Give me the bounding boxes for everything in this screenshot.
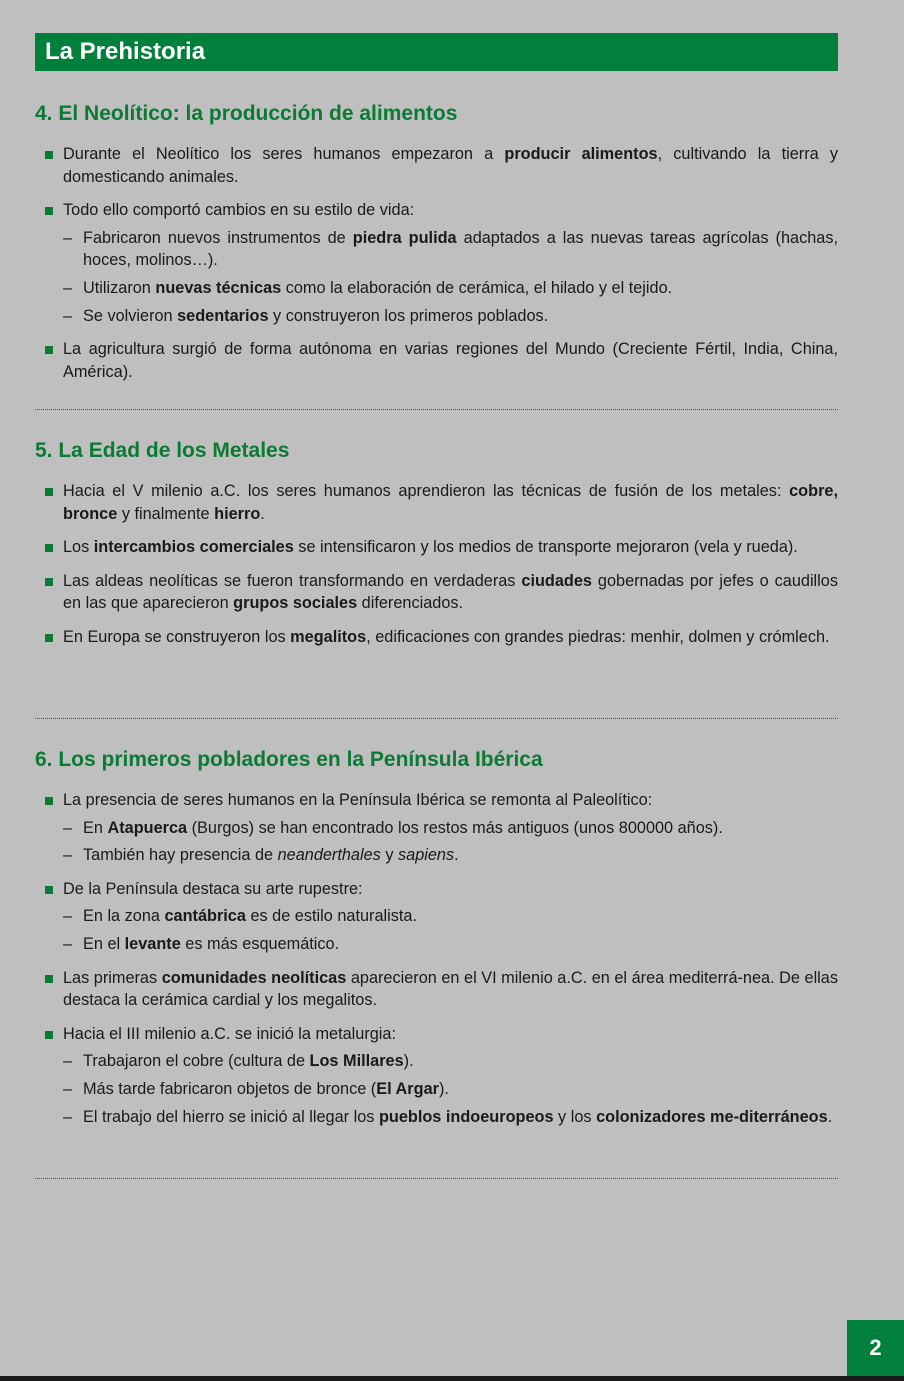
- text-segment: Hacia el III milenio a.C. se inició la metalurgia:: [63, 1024, 397, 1043]
- dash-bullet-icon: –: [63, 1052, 73, 1071]
- bold-text: grupos sociales: [233, 594, 358, 613]
- sub-item: [35, 277, 838, 300]
- section-title-peninsula: 6. Los primeros pobladores en la Península Ibérica: [35, 748, 543, 771]
- header-bar: [35, 33, 838, 71]
- square-bullet-icon: [45, 797, 53, 805]
- text-segment: Utilizaron: [83, 278, 156, 297]
- text-segment: , cultivando la tierra y domesticando animales.: [63, 145, 838, 186]
- text-segment: es más esquemático.: [180, 934, 340, 953]
- section-divider: [35, 718, 838, 719]
- text-segment: se intensificaron y los medios de transporte mejoraron (vela y rueda).: [293, 538, 798, 557]
- text-segment: Hacia el V milenio a.C. los seres humanos aprendieron las técnicas de fusión de los metales:: [63, 482, 790, 500]
- bold-text: producir alimentos: [504, 145, 658, 163]
- square-bullet-icon: [45, 634, 53, 642]
- sub-item: [35, 1050, 838, 1073]
- text-segment: como la elaboración de cerámica, el hilado y el tejido.: [281, 278, 673, 297]
- text-segment: ).: [438, 1079, 449, 1098]
- dash-bullet-icon: –: [63, 818, 73, 837]
- bold-text: levante: [124, 934, 181, 953]
- text-segment: y: [380, 846, 398, 865]
- text-segment: gobernadas por jefes o caudillos en las que aparecieron: [63, 571, 838, 613]
- text-segment: Trabajaron el cobre (cultura de: [83, 1052, 310, 1071]
- sub-item: [35, 1106, 838, 1129]
- text-segment: (Burgos) se han encontrado los restos más antiguos (unos 800000 años).: [187, 818, 723, 837]
- text-segment: Los: [63, 538, 94, 557]
- text-segment: En: [83, 818, 108, 837]
- text-segment: , edificaciones con grandes piedras: menhir, dolmen y crómlech.: [366, 627, 830, 646]
- sub-item: [35, 1078, 838, 1101]
- text-segment: En el: [83, 934, 125, 953]
- dash-bullet-icon: –: [63, 907, 73, 926]
- text-segment: y construyeron los primeros poblados.: [268, 306, 549, 325]
- bold-text: sedentarios: [177, 306, 269, 325]
- bullet-item: [35, 626, 838, 649]
- bullet-item: [35, 338, 838, 383]
- bold-text: Atapuerca: [107, 818, 188, 837]
- square-bullet-icon: [45, 346, 53, 354]
- dash-bullet-icon: –: [63, 846, 73, 865]
- text-segment: .: [260, 504, 265, 523]
- bullet-item: [35, 878, 838, 901]
- bold-text: El Argar: [376, 1079, 439, 1098]
- square-bullet-icon: [45, 578, 53, 586]
- text-segment: aparecieron en el VI milenio a.C. en el área mediterrá-nea. De ellas destaca la cerámica cardial y los megalitos.: [63, 968, 838, 1010]
- square-bullet-icon: [45, 207, 53, 215]
- section-list-neolitico: [35, 143, 838, 394]
- text-segment: adaptados a las nuevas tareas agrícolas (hachas, hoces, molinos…).: [83, 228, 839, 270]
- text-segment: Todo ello comportó cambios en su estilo de vida:: [63, 201, 415, 220]
- page-header-title: La Prehistoria: [45, 38, 206, 65]
- square-bullet-icon: [45, 544, 53, 552]
- text-segment: y finalmente: [117, 504, 215, 523]
- text-segment: Las aldeas neolíticas se fueron transformando en verdaderas: [63, 571, 522, 590]
- bullet-item: [35, 143, 838, 188]
- bottom-border: [0, 1376, 904, 1381]
- sub-item: [35, 905, 838, 928]
- bold-text: ciudades: [521, 571, 592, 590]
- dash-bullet-icon: –: [63, 934, 73, 953]
- text-segment: El trabajo del hierro se inició al llegar los: [83, 1107, 379, 1126]
- text-segment: .: [827, 1107, 833, 1126]
- text-segment: En Europa se construyeron los: [63, 627, 291, 646]
- text-segment: También hay presencia de: [83, 846, 278, 865]
- text-segment: Las primeras: [63, 968, 162, 987]
- dash-bullet-icon: –: [63, 228, 73, 247]
- square-bullet-icon: [45, 151, 53, 159]
- text-segment: es de estilo naturalista.: [245, 907, 417, 926]
- bold-text: intercambios comerciales: [93, 538, 294, 557]
- bold-text: hierro: [214, 504, 261, 523]
- text-segment: y los: [553, 1107, 597, 1126]
- text-segment: De la Península destaca su arte rupestre:: [63, 879, 363, 898]
- bold-text: Los Millares: [309, 1052, 404, 1071]
- text-segment: En la zona: [83, 907, 165, 926]
- section-title-metales: 5. La Edad de los Metales: [35, 439, 290, 462]
- dash-bullet-icon: –: [63, 1107, 73, 1126]
- bullet-item: [35, 536, 838, 559]
- text-segment: Se volvieron: [83, 306, 178, 325]
- text-segment: La agricultura surgió de forma autónoma en varias regiones del Mundo (Creciente Fértil, India, China, América).: [63, 340, 838, 381]
- section-list-metales: [35, 480, 838, 660]
- italic-text: neanderthales: [277, 846, 381, 865]
- section-list-peninsula: [35, 789, 838, 1139]
- bullet-item: [35, 789, 838, 812]
- bold-text: nuevas técnicas: [155, 278, 282, 297]
- sub-item: [35, 305, 838, 328]
- text-segment: Más tarde fabricaron objetos de bronce (: [83, 1079, 377, 1098]
- bold-text: piedra pulida: [352, 228, 457, 247]
- text-segment: .: [454, 846, 459, 865]
- bold-text: cobre, bronce: [63, 482, 838, 523]
- sub-item: [35, 227, 838, 272]
- page-number: 2: [847, 1320, 904, 1376]
- sub-item: [35, 844, 838, 867]
- square-bullet-icon: [45, 886, 53, 894]
- bullet-item: [35, 967, 838, 1012]
- bold-text: pueblos indoeuropeos: [378, 1107, 554, 1126]
- dash-bullet-icon: –: [63, 306, 73, 325]
- italic-text: sapiens: [398, 846, 455, 865]
- text-segment: Durante el Neolítico los seres humanos empezaron a: [63, 145, 505, 163]
- text-segment: ).: [403, 1052, 414, 1071]
- section-title-neolitico: 4. El Neolítico: la producción de alimentos: [35, 102, 458, 125]
- bold-text: colonizadores me-diterráneos: [596, 1107, 828, 1126]
- bullet-item: [35, 199, 838, 222]
- square-bullet-icon: [45, 1031, 53, 1039]
- bullet-item: [35, 1023, 838, 1046]
- dash-bullet-icon: –: [63, 278, 73, 297]
- bullet-item: [35, 570, 838, 615]
- bold-text: cantábrica: [164, 907, 246, 926]
- bullet-item: [35, 480, 838, 525]
- section-divider: [35, 409, 838, 410]
- bold-text: comunidades neolíticas: [161, 968, 347, 987]
- text-segment: diferenciados.: [357, 594, 464, 613]
- sub-item: [35, 933, 838, 956]
- bold-text: megalitos: [290, 627, 367, 646]
- sub-item: [35, 817, 838, 840]
- text-segment: La presencia de seres humanos en la Península Ibérica se remonta al Paleolítico:: [63, 791, 653, 809]
- section-divider: [35, 1178, 838, 1179]
- square-bullet-icon: [45, 488, 53, 496]
- square-bullet-icon: [45, 975, 53, 983]
- dash-bullet-icon: –: [63, 1079, 73, 1098]
- text-segment: Fabricaron nuevos instrumentos de: [83, 228, 353, 247]
